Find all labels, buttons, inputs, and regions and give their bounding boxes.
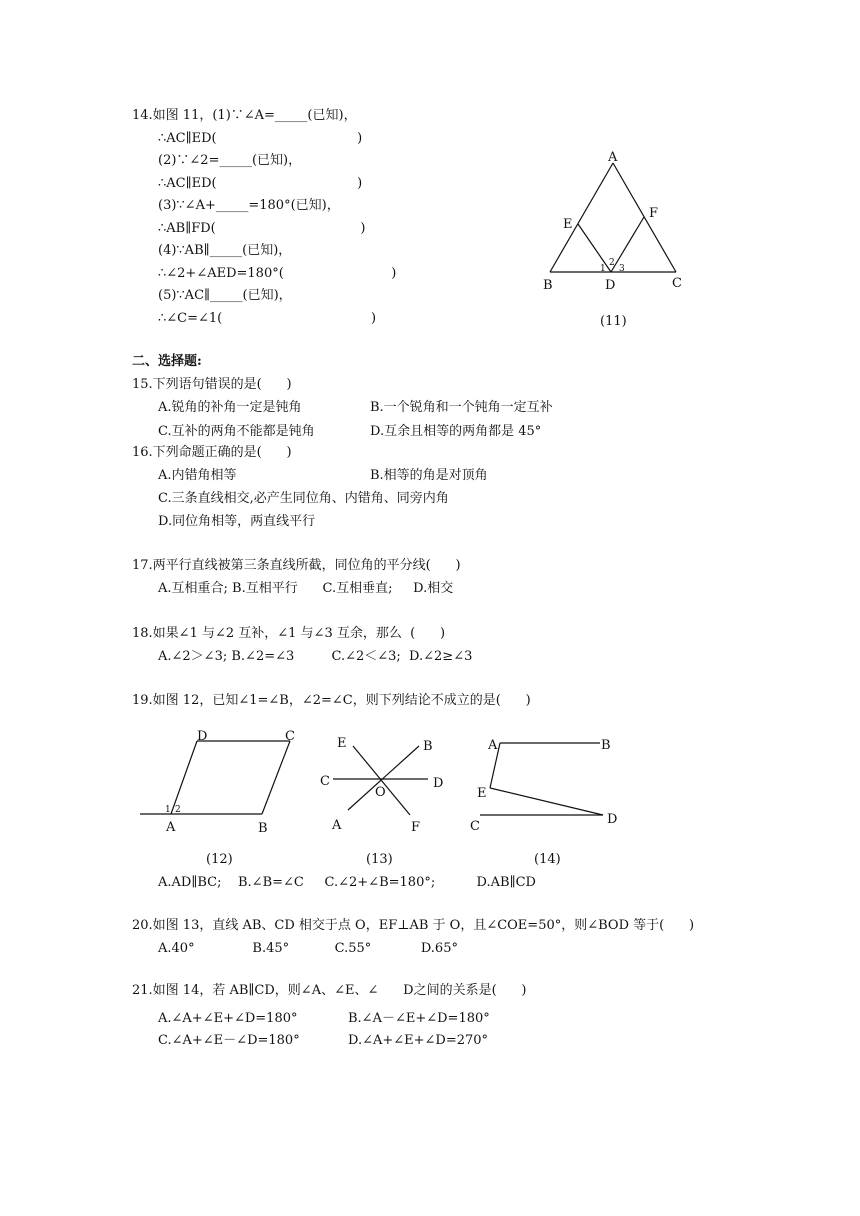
fig11-label-e: E bbox=[563, 217, 573, 232]
q16-stem: 16.下列命题正确的是( ) bbox=[132, 445, 292, 460]
fig13-label-a: A bbox=[332, 818, 342, 833]
q18-options: A.∠2＞∠3; B.∠2=∠3 C.∠2＜∠3; D.∠2≥∠3 bbox=[158, 649, 473, 664]
q15-option-c: C.互补的两角不能都是钝角 bbox=[158, 424, 315, 439]
fig11-label-d: D bbox=[605, 278, 616, 293]
q17-stem: 17.两平行直线被第三条直线所截，同位角的平分线( ) bbox=[132, 558, 461, 573]
section-title: 二、选择题: bbox=[132, 354, 202, 369]
fig14-label-a: A bbox=[488, 738, 498, 753]
q16-option-c: C.三条直线相交,必产生同位角、内错角、同旁内角 bbox=[158, 491, 449, 506]
q14-line-1: 14.如图 11，(1)∵∠A=_____(已知)， bbox=[132, 108, 357, 123]
fig13-label-b: B bbox=[423, 739, 433, 754]
fig13-label-e: E bbox=[337, 736, 347, 751]
fig11-angle-2: 2 bbox=[609, 258, 615, 268]
figure-12 bbox=[130, 722, 310, 872]
fig12-label-c: C bbox=[285, 729, 295, 744]
fig12-angle-1: 1 bbox=[165, 805, 171, 815]
fig11-angle-1: 1 bbox=[600, 264, 606, 274]
q14-line-8: ∴∠2+∠AED=180°( ) bbox=[158, 266, 397, 281]
fig12-label-a: A bbox=[166, 820, 176, 835]
fig13-label-f: F bbox=[411, 820, 421, 835]
fig13-label-o: O bbox=[375, 785, 386, 800]
q15-option-a: A.锐角的补角一定是钝角 bbox=[158, 400, 302, 415]
fig12-angle-2: 2 bbox=[175, 805, 181, 815]
fig13-caption: (13) bbox=[366, 852, 393, 867]
q20-stem: 20.如图 13，直线 AB、CD 相交于点 O，EF⊥AB 于 O，且∠COE=50°，则∠BOD 等于( ) bbox=[132, 918, 695, 933]
q19-options: A.AD∥BC; B.∠B=∠C C.∠2+∠B=180°; D.AB∥CD bbox=[158, 875, 536, 890]
q21-option-c: C.∠A+∠E－∠D=180° bbox=[158, 1033, 300, 1048]
q14-line-7: (4)∵AB∥_____(已知)， bbox=[158, 243, 292, 258]
figure-13 bbox=[315, 728, 455, 873]
q14-line-10: ∴∠C=∠1( ) bbox=[158, 311, 377, 326]
q21-option-a: A.∠A+∠E+∠D=180° bbox=[158, 1011, 298, 1026]
q19-stem: 19.如图 12，已知∠1=∠B，∠2=∠C，则下列结论不成立的是( ) bbox=[132, 693, 531, 708]
fig13-label-c: C bbox=[320, 774, 330, 789]
fig11-label-c: C bbox=[672, 276, 682, 291]
fig14-label-e: E bbox=[477, 786, 487, 801]
q21-stem: 21.如图 14，若 AB∥CD，则∠A、∠E、∠ D之间的关系是( ) bbox=[132, 983, 527, 998]
fig14-label-b: B bbox=[601, 738, 611, 753]
fig14-caption: (14) bbox=[534, 852, 561, 867]
q20-options: A.40° B.45° C.55° D.65° bbox=[158, 941, 458, 956]
q14-line-5: (3)∵∠A+_____=180°(已知)， bbox=[158, 198, 340, 213]
fig11-label-f: F bbox=[649, 206, 659, 221]
q15-stem: 15.下列语句错误的是( ) bbox=[132, 377, 292, 392]
fig14-label-d: D bbox=[607, 812, 618, 827]
figure-11 bbox=[535, 148, 695, 338]
fig11-label-b: B bbox=[543, 278, 553, 293]
q14-line-6: ∴AB∥FD( ) bbox=[158, 221, 366, 236]
fig11-label-a: A bbox=[608, 150, 618, 165]
q14-line-4: ∴AC∥ED( ) bbox=[158, 176, 363, 191]
q21-option-b: B.∠A－∠E+∠D=180° bbox=[348, 1011, 490, 1026]
fig14-label-c: C bbox=[470, 819, 480, 834]
fig13-label-d: D bbox=[433, 776, 444, 791]
q21-option-d: D.∠A+∠E+∠D=270° bbox=[348, 1033, 489, 1048]
q17-options: A.互相重合; B.互相平行 C.互相垂直; D.相交 bbox=[158, 581, 454, 596]
q16-option-a: A.内错角相等 bbox=[158, 468, 237, 483]
q15-option-b: B.一个锐角和一个钝角一定互补 bbox=[370, 400, 553, 415]
fig12-label-b: B bbox=[258, 821, 268, 836]
q15-option-d: D.互余且相等的两角都是 45° bbox=[370, 424, 542, 439]
fig11-angle-3: 3 bbox=[619, 264, 625, 274]
fig11-caption: (11) bbox=[600, 314, 627, 329]
q16-option-b: B.相等的角是对顶角 bbox=[370, 468, 488, 483]
q18-stem: 18.如果∠1 与∠2 互补，∠1 与∠3 互余，那么 ( ) bbox=[132, 626, 446, 641]
q14-line-3: (2)∵∠2=_____(已知)， bbox=[158, 153, 302, 168]
q14-line-9: (5)∵AC∥_____(已知)， bbox=[158, 288, 292, 303]
fig12-caption: (12) bbox=[206, 852, 233, 867]
fig12-label-d: D bbox=[197, 729, 208, 744]
q14-line-2: ∴AC∥ED( ) bbox=[158, 131, 363, 146]
figure-14 bbox=[465, 730, 635, 870]
q16-option-d: D.同位角相等，两直线平行 bbox=[158, 514, 316, 529]
